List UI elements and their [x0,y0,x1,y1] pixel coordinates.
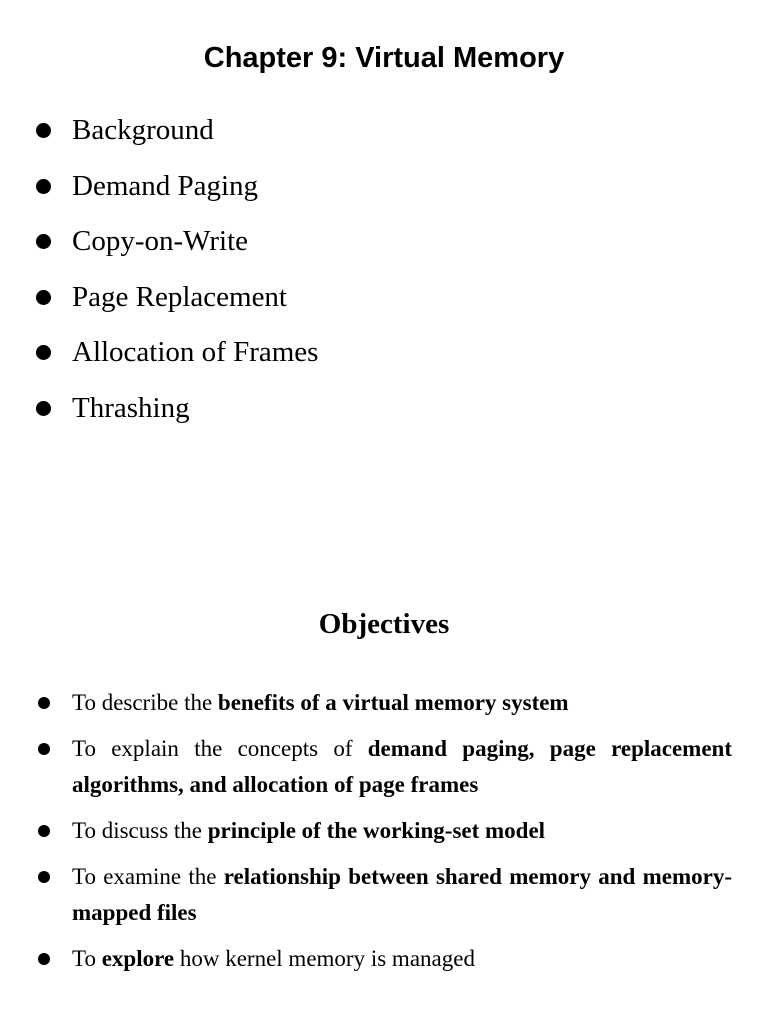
objective-text-plain: To explain the concepts of [72,736,368,761]
bullet-icon [36,234,51,249]
objective-text-bold: demand paging, page replacement algorithms, and allocation of page frames [72,736,732,797]
objective-item [0,813,768,849]
topic-label: Allocation of Frames [72,336,319,369]
topic-label: Demand Paging [72,169,259,202]
bullet-icon [36,123,51,138]
bullet-icon [36,345,51,360]
topic-list [0,103,768,437]
objective-text-plain: how kernel memory is managed [174,946,475,971]
objective-text-bold: benefits of a virtual memory system [217,690,569,715]
objective-text-bold: relationship between shared memory and memory-mapped files [72,864,732,925]
topic-item-page-replacement [0,270,768,326]
topic-item-copy-on-write [0,214,768,270]
objective-text-bold: explore [101,946,175,971]
objective-item [0,731,768,803]
bullet-icon [36,290,51,305]
topic-label: Thrashing [72,391,190,424]
bullet-icon [38,743,50,755]
bullet-icon [38,697,50,709]
topic-item-demand-paging [0,159,768,215]
objective-text-plain: To [72,946,102,971]
bullet-icon [38,871,50,883]
chapter-title: Chapter 9: Virtual Memory [203,42,565,74]
objective-text-bold: principle of the working-set model [207,818,546,843]
objective-item [0,859,768,931]
bullet-icon [36,179,51,194]
topic-item-background [0,103,768,159]
topic-label: Copy-on-Write [72,225,249,258]
objectives-heading: Objectives [318,608,450,640]
topic-item-allocation-of-frames [0,325,768,381]
objective-item [0,685,768,721]
objective-item [0,941,768,977]
topic-label: Page Replacement [72,280,287,313]
topic-item-thrashing [0,381,768,437]
bullet-icon [38,953,50,965]
objectives-list [0,685,768,987]
bullet-icon [36,401,51,416]
topic-label: Background [72,114,214,146]
objective-text-plain: To examine the [72,864,224,889]
objective-text-plain: To describe the [72,690,218,715]
bullet-icon [38,825,50,837]
objective-text-plain: To discuss the [72,818,208,843]
